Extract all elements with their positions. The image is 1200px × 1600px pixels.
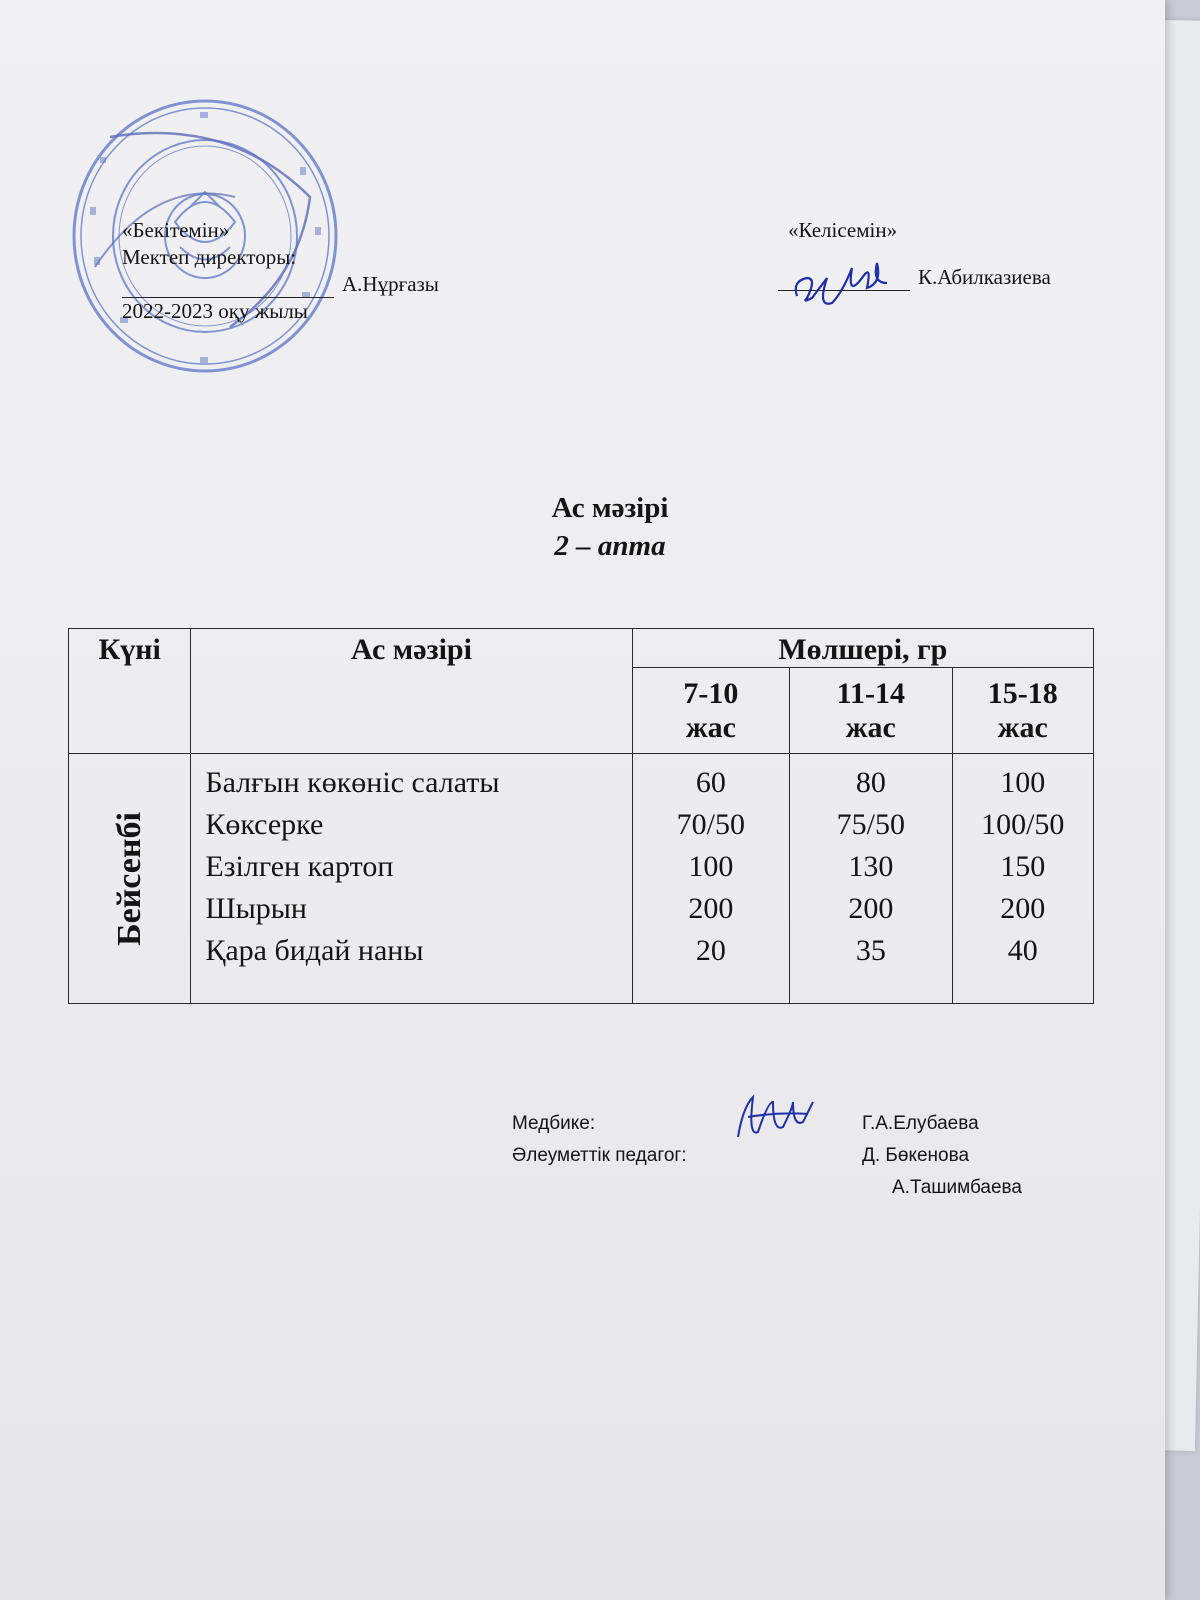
- age-label: [790, 677, 951, 745]
- staff-role: Әлеуметтік педагог:: [512, 1145, 687, 1166]
- age-label-part: 11-14: [836, 676, 905, 710]
- day-cell: [69, 754, 191, 1004]
- staff-row: [512, 1140, 1022, 1172]
- staff-block: [512, 1108, 1022, 1204]
- header-day: Күні: [69, 629, 191, 754]
- approval-title: «Бекітемін»: [122, 218, 230, 242]
- table-row: [69, 754, 1094, 1004]
- agreement-signature: [792, 256, 912, 316]
- amount-value: 70/50: [676, 808, 746, 841]
- age-label-part: 7-10: [683, 676, 739, 710]
- age-label-part: 15-18: [987, 676, 1058, 710]
- day-label: Бейсенбі: [110, 811, 148, 946]
- menu-heading: [0, 490, 1200, 566]
- staff-name: Г.А.Елубаева: [862, 1113, 979, 1134]
- header-age-11-14: [790, 668, 952, 754]
- age-label-part: жас: [997, 710, 1048, 744]
- staff-name: Д. Бөкенова: [862, 1145, 970, 1166]
- dish-name: Шырын: [205, 892, 307, 925]
- agreement-title: «Келісемін»: [788, 218, 898, 242]
- amount-15-18: [952, 754, 1093, 1004]
- approval-role: Мектеп директоры:: [122, 245, 297, 269]
- week-label: 2 – апта: [554, 530, 666, 562]
- dish-name: Балғын көкөніс салаты: [205, 766, 500, 799]
- approval-year: 2022-2023 оқу жылы: [122, 299, 308, 323]
- amount-value: 60: [695, 766, 726, 799]
- amount-value: 75/50: [836, 808, 905, 841]
- header-row: [69, 629, 1094, 668]
- agreement-name: К.Абилказиева: [918, 265, 1051, 289]
- staff-row: [512, 1108, 1022, 1140]
- amount-value: 200: [848, 892, 894, 925]
- amount-value: 100: [688, 850, 734, 883]
- dish-name: Көксерке: [205, 808, 324, 841]
- signature-line: [122, 278, 334, 298]
- age-label-part: жас: [685, 710, 736, 744]
- amount-7-10: [632, 754, 789, 1004]
- amount-value: 130: [848, 850, 894, 883]
- menu-title: Ас мәзірі: [551, 492, 669, 524]
- amount-value: 20: [695, 934, 726, 967]
- dish-name: Езілген картоп: [205, 850, 394, 883]
- amount-value: 100/50: [981, 808, 1065, 841]
- staff-role: Медбике:: [512, 1113, 596, 1134]
- amount-value: 35: [855, 934, 886, 967]
- header-amount: Мөлшері, гр: [632, 629, 1093, 668]
- dish-name: Қара бидай наны: [205, 934, 424, 967]
- age-label-part: жас: [845, 710, 896, 744]
- header-dish: Ас мәзірі: [191, 629, 632, 754]
- amount-value: 200: [1000, 892, 1046, 925]
- amount-value: 40: [1007, 934, 1038, 967]
- header-age-7-10: [632, 668, 789, 754]
- amount-value: 200: [688, 892, 734, 925]
- menu-table: [68, 628, 1094, 1004]
- amount-value: 80: [855, 766, 886, 799]
- age-label: [953, 677, 1093, 745]
- approval-name: А.Нұрғазы: [342, 272, 439, 296]
- amount-value: 100: [1000, 766, 1046, 799]
- dish-list: [191, 754, 632, 1004]
- age-label: [633, 677, 789, 745]
- amount-value: 150: [1000, 850, 1046, 883]
- approval-block: [122, 217, 439, 325]
- amount-11-14: [790, 754, 952, 1004]
- staff-extra-name: А.Ташимбаева: [892, 1177, 1023, 1198]
- header-age-15-18: [952, 668, 1093, 754]
